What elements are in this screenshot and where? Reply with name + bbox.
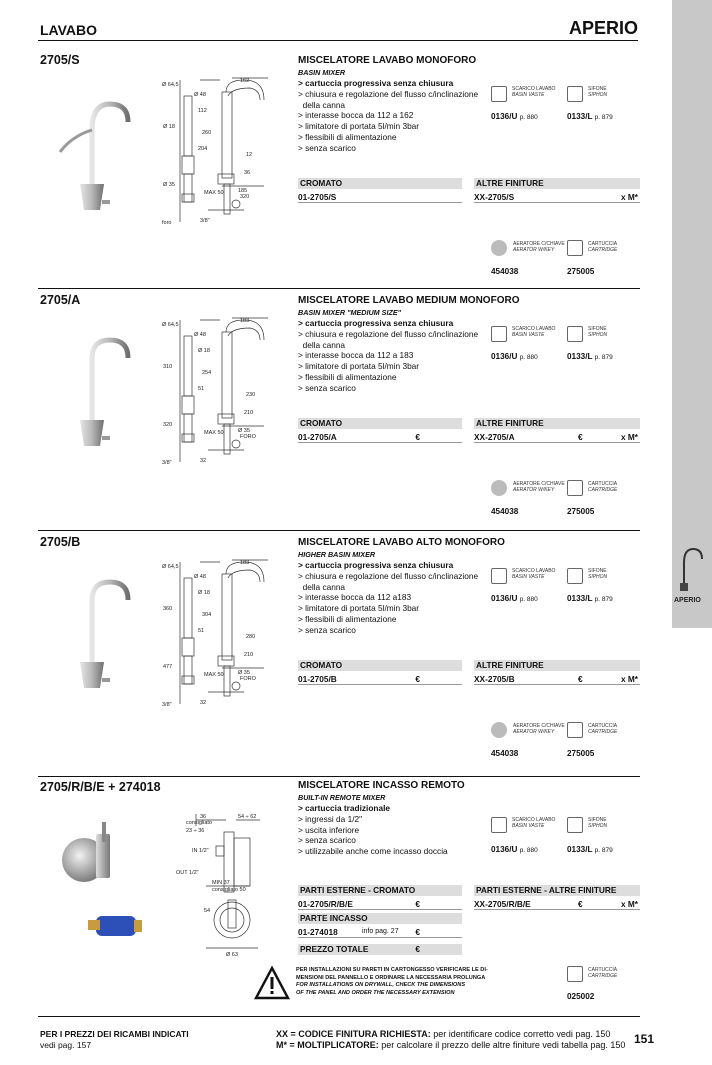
svg-text:Ø 64,5: Ø 64,5: [162, 322, 179, 328]
footer-legend: XX = CODICE FINITURA RICHIESTA: per identificare codice corretto vedi pag. 150 M* = MOLTIPLICATORE: per calcolare il prezzo delle altre finiture vedi tabella pag. 150: [276, 1029, 626, 1050]
product-code: 2705/B: [40, 535, 81, 549]
product-code: 2705/A: [40, 293, 81, 307]
svg-text:360: 360: [163, 606, 173, 612]
accessory-label: SCARICO LAVABO BASIN VASTE: [512, 326, 556, 338]
svg-text:210: 210: [244, 652, 254, 658]
svg-text:183: 183: [240, 560, 250, 566]
svg-text:230: 230: [246, 392, 256, 398]
accessory-label: SCARICO LAVABO BASIN VASTE: [512, 86, 556, 98]
side-tab-label: APERIO: [674, 597, 701, 604]
svg-text:foro: foro: [162, 220, 172, 226]
svg-text:162: 162: [240, 78, 250, 84]
accessory-label: SIFONE SIPHON: [588, 568, 608, 580]
spare-code[interactable]: 025002: [567, 992, 595, 1001]
spare-label: CARTUCCIA CARTRIDGE: [588, 481, 618, 493]
svg-text:consigliato: consigliato: [186, 820, 212, 826]
technical-drawing: [176, 812, 276, 962]
feature-list: > cartuccia tradizionale > ingressi da 1/2" > uscita inferiore > senza scarico > utilizzabile anche come incasso doccia: [298, 803, 448, 857]
svg-text:Ø 35: Ø 35: [238, 670, 250, 676]
svg-text:3/8": 3/8": [162, 702, 172, 708]
finish-bar: PARTE INCASSO: [298, 913, 462, 924]
faucet-image: [52, 96, 142, 216]
total-bar: PREZZO TOTALE €: [298, 944, 462, 955]
footer-divider: [38, 1016, 640, 1017]
svg-text:54: 54: [204, 908, 211, 914]
faucet-icon: [676, 545, 704, 593]
accessory-label: SCARICO LAVABO BASIN VASTE: [512, 568, 556, 580]
svg-text:Ø 64,5: Ø 64,5: [162, 82, 179, 88]
drain-icon: [491, 86, 507, 102]
product-title: MISCELATORE LAVABO MEDIUM MONOFORO: [298, 295, 520, 306]
finish-bar: CROMATO: [298, 178, 462, 189]
section-divider: [38, 288, 640, 289]
aerator-icon: [491, 480, 507, 496]
finish-bar: PARTI ESTERNE - CROMATO: [298, 885, 462, 896]
svg-text:consigliato 50: consigliato 50: [212, 887, 246, 893]
svg-text:477: 477: [163, 664, 173, 670]
drain-icon: [491, 568, 507, 584]
svg-text:310: 310: [163, 364, 173, 370]
price-row: 01-2705/A €: [298, 431, 462, 443]
svg-text:112: 112: [198, 108, 207, 114]
price-row: XX-2705/A € x M*: [474, 432, 638, 442]
svg-text:304: 304: [202, 612, 212, 618]
technical-drawing: [160, 76, 290, 226]
price-row: 01-2705/R/B/E €: [298, 898, 462, 910]
svg-text:183: 183: [240, 318, 250, 324]
finish-bar: ALTRE FINITURE: [474, 418, 640, 429]
cartridge-icon: [567, 722, 583, 738]
spare-code[interactable]: 454038: [491, 749, 519, 758]
finish-bar: CROMATO: [298, 418, 462, 429]
svg-text:Ø 18: Ø 18: [163, 124, 175, 130]
spare-label: AERATORE C/CHIAVE AERATOR W/KEY: [513, 241, 565, 253]
technical-drawing: [160, 316, 290, 466]
cartridge-icon: [567, 240, 583, 256]
faucet-image: [52, 332, 142, 452]
faucet-image: [52, 574, 142, 694]
product-subtitle: BUILT-IN REMOTE MIXER: [298, 793, 386, 802]
section-divider: [38, 776, 640, 777]
spare-label: CARTUCCIA CARTRIDGE: [588, 723, 618, 735]
remote-mixer-image: [56, 820, 146, 950]
finish-bar: ALTRE FINITURE: [474, 178, 640, 189]
svg-text:Ø 35: Ø 35: [238, 428, 250, 434]
aerator-icon: [491, 240, 507, 256]
header-divider: [38, 40, 638, 41]
product-subtitle: BASIN MIXER "MEDIUM SIZE": [298, 308, 402, 317]
svg-text:260: 260: [202, 130, 212, 136]
accessory-code[interactable]: 0133/L p. 879: [567, 594, 613, 603]
product-title: MISCELATORE LAVABO MONOFORO: [298, 55, 477, 66]
accessory-label: SIFONE SIPHON: [588, 86, 608, 98]
accessory-code[interactable]: 0136/U p. 880: [491, 594, 538, 603]
svg-text:54 ÷ 62: 54 ÷ 62: [238, 814, 257, 820]
spare-label: AERATORE C/CHIAVE AERATOR W/KEY: [513, 481, 565, 493]
svg-text:FORO: FORO: [240, 676, 256, 682]
accessory-code[interactable]: 0133/L p. 879: [567, 112, 613, 121]
product-subtitle: BASIN MIXER: [298, 68, 346, 77]
svg-text:Ø 48: Ø 48: [194, 92, 206, 98]
svg-text:254: 254: [202, 370, 212, 376]
svg-text:FORO: FORO: [240, 434, 256, 440]
warning-text: PER INSTALLAZIONI SU PARETI IN CARTONGESSO VERIFICARE LE DI- MENSIONI DEL PANNELLO E ORDINARE LA NECESSARIA PROLUNGA FOR INSTALLATIONS ON DRYWALL, CHECK THE DIMENSIONS OF THE PANEL AND ORDER THE NECESSARY EXTENSION: [296, 967, 488, 996]
spare-label: CARTUCCIA CARTRIDGE: [588, 967, 618, 979]
cartridge-icon: [567, 480, 583, 496]
section-title: LAVABO: [40, 22, 98, 38]
side-tab[interactable]: [672, 0, 712, 628]
product-code: 2705/R/B/E + 274018: [40, 780, 161, 794]
svg-text:3/8": 3/8": [162, 460, 172, 466]
svg-text:Ø 48: Ø 48: [194, 332, 206, 338]
price-row: 01-2705/S: [298, 191, 462, 203]
svg-text:IN 1/2": IN 1/2": [192, 848, 209, 854]
svg-text:MIN 37: MIN 37: [212, 880, 230, 886]
accessory-code[interactable]: 0133/L p. 879: [567, 845, 613, 854]
svg-text:36: 36: [244, 170, 251, 176]
accessory-code[interactable]: 0133/L p. 879: [567, 352, 613, 361]
svg-text:MAX 50: MAX 50: [204, 672, 224, 678]
price-row: XX-2705/S x M*: [474, 192, 638, 202]
svg-text:32: 32: [200, 700, 207, 706]
product-code: 2705/S: [40, 53, 80, 67]
price-row: 01-2705/B €: [298, 673, 462, 685]
accessory-label: SCARICO LAVABO BASIN VASTE: [512, 817, 556, 829]
price-row: XX-2705/R/B/E € x M*: [474, 899, 638, 909]
svg-text:OUT 1/2": OUT 1/2": [176, 870, 199, 876]
drain-icon: [491, 817, 507, 833]
feature-list: > cartuccia progressiva senza chiusura > chiusura e regolazione del flusso c/inclinazione della canna > interasse bocca da 112 a183 > limitatore di portata 5l/min 3bar > flessibili di alimentazione > senza scarico: [298, 560, 479, 635]
svg-text:Ø 35: Ø 35: [163, 182, 175, 188]
feature-list: > cartuccia progressiva senza chiusura > chiusura e regolazione del flusso c/inclinazione della canna > interasse bocca da 112 a 162 > limitatore di portata 5l/min 3bar > flessibili di alimentazione > senza scarico: [298, 78, 479, 153]
svg-text:Ø 18: Ø 18: [198, 348, 210, 354]
svg-text:185: 185: [238, 188, 248, 194]
accessory-label: SIFONE SIPHON: [588, 326, 608, 338]
price-row: 01-274018 info pag. 27 €: [298, 926, 462, 938]
siphon-icon: [567, 86, 583, 102]
product-subtitle: HIGHER BASIN MIXER: [298, 550, 376, 559]
page-number: 151: [634, 1032, 655, 1046]
spare-code[interactable]: 275005: [567, 507, 595, 516]
svg-text:MAX 50: MAX 50: [204, 190, 224, 196]
cartridge-icon: [567, 966, 583, 982]
spare-code[interactable]: 454038: [491, 267, 519, 276]
spare-label: CARTUCCIA CARTRIDGE: [588, 241, 618, 253]
svg-text:MAX 50: MAX 50: [204, 430, 224, 436]
product-title: MISCELATORE INCASSO REMOTO: [298, 780, 465, 791]
svg-text:Ø 18: Ø 18: [198, 590, 210, 596]
aerator-icon: [491, 722, 507, 738]
svg-text:23 ÷ 36: 23 ÷ 36: [186, 828, 205, 834]
footer-note: PER I PREZZI DEI RICAMBI INDICATI vedi pag. 157: [40, 1029, 189, 1050]
product-title: MISCELATORE LAVABO ALTO MONOFORO: [298, 537, 505, 548]
svg-text:51: 51: [198, 628, 205, 634]
section-divider: [38, 530, 640, 531]
svg-text:12: 12: [246, 152, 253, 158]
siphon-icon: [567, 568, 583, 584]
finish-bar: ALTRE FINITURE: [474, 660, 640, 671]
svg-text:Ø 63: Ø 63: [226, 952, 238, 958]
svg-text:36: 36: [200, 814, 207, 820]
svg-text:Ø 48: Ø 48: [194, 574, 206, 580]
spare-code[interactable]: 454038: [491, 507, 519, 516]
finish-bar: CROMATO: [298, 660, 462, 671]
price-row: XX-2705/B € x M*: [474, 674, 638, 684]
svg-text:320: 320: [240, 194, 250, 200]
feature-list: > cartuccia progressiva senza chiusura > chiusura e regolazione del flusso c/inclinazione della canna > interasse bocca da 112 a 183 > limitatore di portata 5l/min 3bar > flessibili di alimentazione > senza scarico: [298, 318, 479, 393]
siphon-icon: [567, 326, 583, 342]
siphon-icon: [567, 817, 583, 833]
accessory-code[interactable]: 0136/U p. 880: [491, 845, 538, 854]
spare-code[interactable]: 275005: [567, 267, 595, 276]
drain-icon: [491, 326, 507, 342]
finish-bar: PARTI ESTERNE - ALTRE FINITURE: [474, 885, 640, 896]
technical-drawing: [160, 558, 290, 708]
brand-title: APERIO: [568, 18, 638, 38]
warning-icon: [254, 966, 290, 1000]
accessory-code[interactable]: 0136/U p. 880: [491, 352, 538, 361]
svg-text:3/8": 3/8": [200, 218, 210, 224]
svg-text:320: 320: [163, 422, 173, 428]
accessory-code[interactable]: 0136/U p. 880: [491, 112, 538, 121]
spare-code[interactable]: 275005: [567, 749, 595, 758]
spare-label: AERATORE C/CHIAVE AERATOR W/KEY: [513, 723, 565, 735]
accessory-label: SIFONE SIPHON: [588, 817, 608, 829]
svg-text:204: 204: [198, 146, 208, 152]
svg-text:210: 210: [244, 410, 254, 416]
svg-text:32: 32: [200, 458, 207, 464]
svg-text:280: 280: [246, 634, 256, 640]
svg-text:Ø 64,5: Ø 64,5: [162, 564, 179, 570]
svg-text:51: 51: [198, 386, 205, 392]
